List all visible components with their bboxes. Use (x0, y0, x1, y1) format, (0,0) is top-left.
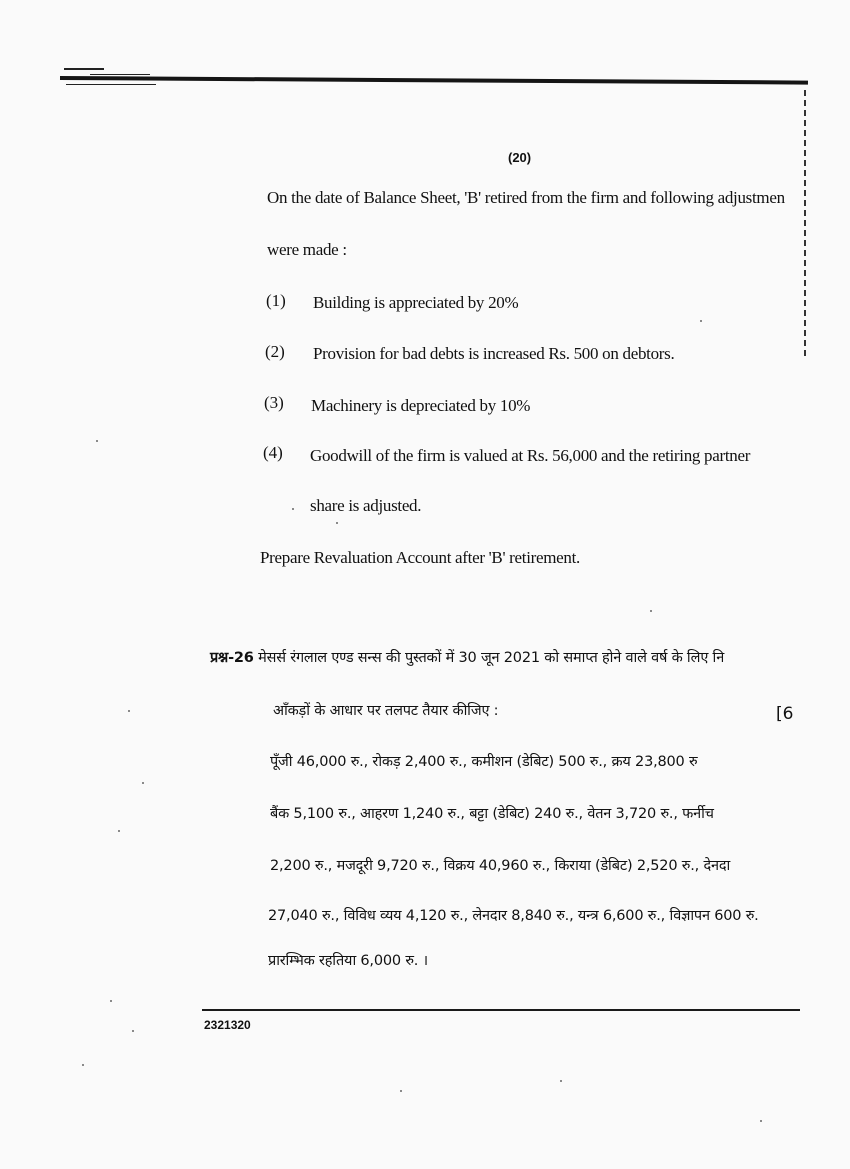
top-border-line (60, 76, 808, 85)
scan-speck (142, 782, 144, 784)
item-4-continuation: share is adjusted. (310, 496, 422, 515)
item-number: (3) (264, 393, 284, 412)
question-line-2: आँकड़ों के आधार पर तलपट तैयार कीजिए : (273, 703, 499, 719)
data-line: प्रारम्भिक रहतिया 6,000 रु. । (268, 953, 428, 969)
intro-line-1: On the date of Balance Sheet, 'B' retired from the firm and following adjustmen (267, 188, 785, 207)
instruction: Prepare Revaluation Account after 'B' retirement. (260, 548, 580, 567)
item-text: Building is appreciated by 20% (313, 293, 519, 312)
scan-speck (110, 1000, 112, 1002)
item-text: Machinery is depreciated by 10% (311, 396, 531, 415)
scan-speck (128, 710, 130, 712)
scan-speck (400, 1090, 402, 1092)
data-line: बैंक 5,100 रु., आहरण 1,240 रु., बट्टा (डेबिट) 240 रु., वेतन 3,720 रु., फर्नीच (270, 806, 714, 822)
data-line: 2,200 रु., मजदूरी 9,720 रु., विक्रय 40,960 रु., किराया (डेबिट) 2,520 रु., देनदा (270, 858, 731, 874)
question-label: प्रश्न-26 (210, 650, 254, 666)
scan-speck (118, 830, 120, 832)
item-number: (2) (265, 342, 285, 361)
scan-mark (66, 84, 156, 85)
scan-speck (560, 1080, 562, 1082)
question-text: मेसर्स रंगलाल एण्ड सन्स की पुस्तकों में 30 जून 2021 को समाप्त होने वाले वर्ष के लिए नि (258, 650, 725, 666)
data-line: 27,040 रु., विविध व्यय 4,120 रु., लेनदार 8,840 रु., यन्त्र 6,600 रु., विज्ञापन 600 रु. (268, 908, 759, 924)
scan-speck (292, 508, 294, 510)
page-edge-mark (804, 90, 806, 360)
scan-mark (64, 68, 104, 70)
marks: [6 (776, 704, 794, 724)
item-number: (4) (263, 443, 283, 462)
footer-code: 2321320 (204, 1018, 251, 1032)
scan-speck (336, 522, 338, 524)
footer-rule (202, 1009, 800, 1011)
scan-speck (132, 1030, 134, 1032)
question-line-1 (210, 647, 724, 667)
page-number: (20) (508, 150, 532, 165)
item-text: Goodwill of the firm is valued at Rs. 56,000 and the retiring partner (310, 446, 751, 465)
data-line: पूँजी 46,000 रु., रोकड़ 2,400 रु., कमीशन (डेबिट) 500 रु., क्रय 23,800 रु (270, 754, 698, 770)
scan-mark (90, 74, 150, 75)
scan-speck (700, 320, 702, 322)
intro-line-2: were made : (267, 240, 347, 259)
scan-speck (760, 1120, 762, 1122)
item-text: Provision for bad debts is increased Rs. 500 on debtors. (313, 344, 675, 363)
scan-speck (96, 440, 98, 442)
item-number: (1) (266, 291, 286, 310)
scan-speck (82, 1064, 84, 1066)
scan-speck (650, 610, 652, 612)
